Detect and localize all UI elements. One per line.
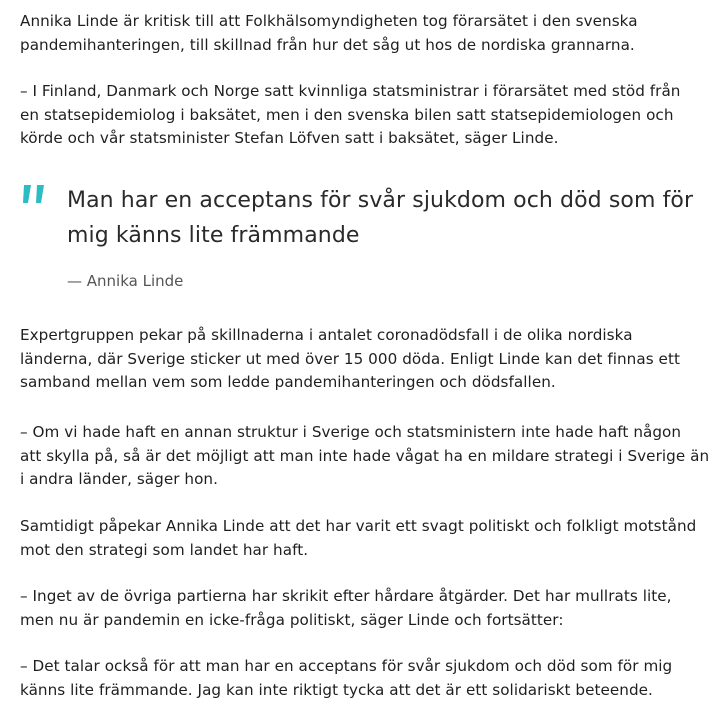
article-paragraph: Expertgruppen pekar på skillnaderna i antalet coronadödsfall i de olika nordiska länderna, där Sverige sticker ut med över 15 000 döda. Enligt Linde kan det finnas ett samband mellan vem som ledde pandemihanteringen och dödsfallen. [20,326,680,391]
article-paragraph: – I Finland, Danmark och Norge satt kvinnliga statsministrar i förarsätet med stöd från en statsepidemiolog i baksätet, men i den svenska bilen satt statsepidemiologen och körde och vår statsminister Stefan Löfven satt i baksätet, säger Linde. [20,82,681,147]
quote-mark-icon [22,183,50,205]
article-paragraph: – Om vi hade haft en annan struktur i Sverige och statsministern inte hade haft någon att skylla på, så är det möjligt att man inte hade vågat ha en mildare strategi i Sverige än i andra länder, säger hon. [20,423,710,488]
quote-author: — Annika Linde [67,272,184,290]
quote-text: Man har en acceptans för svår sjukdom och död som för mig känns lite främmande [67,188,694,248]
article-paragraph: – Det talar också för att man har en acceptans för svår sjukdom och död som för mig känns lite främmande. Jag kan inte riktigt tycka att det är ett solidariskt beteende. [20,657,673,699]
article-paragraph: Samtidigt påpekar Annika Linde att det har varit ett svagt politiskt och folkligt motstånd mot den strategi som landet har haft. [20,517,697,559]
article-paragraph: Annika Linde är kritisk till att Folkhälsomyndigheten tog förarsätet i den svenska pandemihanteringen, till skillnad från hur det såg ut hos de nordiska grannarna. [20,12,638,54]
article-paragraph: – Inget av de övriga partierna har skrikit efter hårdare åtgärder. Det har mullrats lite, men nu är pandemin en icke-fråga politiskt, säger Linde och fortsätter: [20,587,672,629]
